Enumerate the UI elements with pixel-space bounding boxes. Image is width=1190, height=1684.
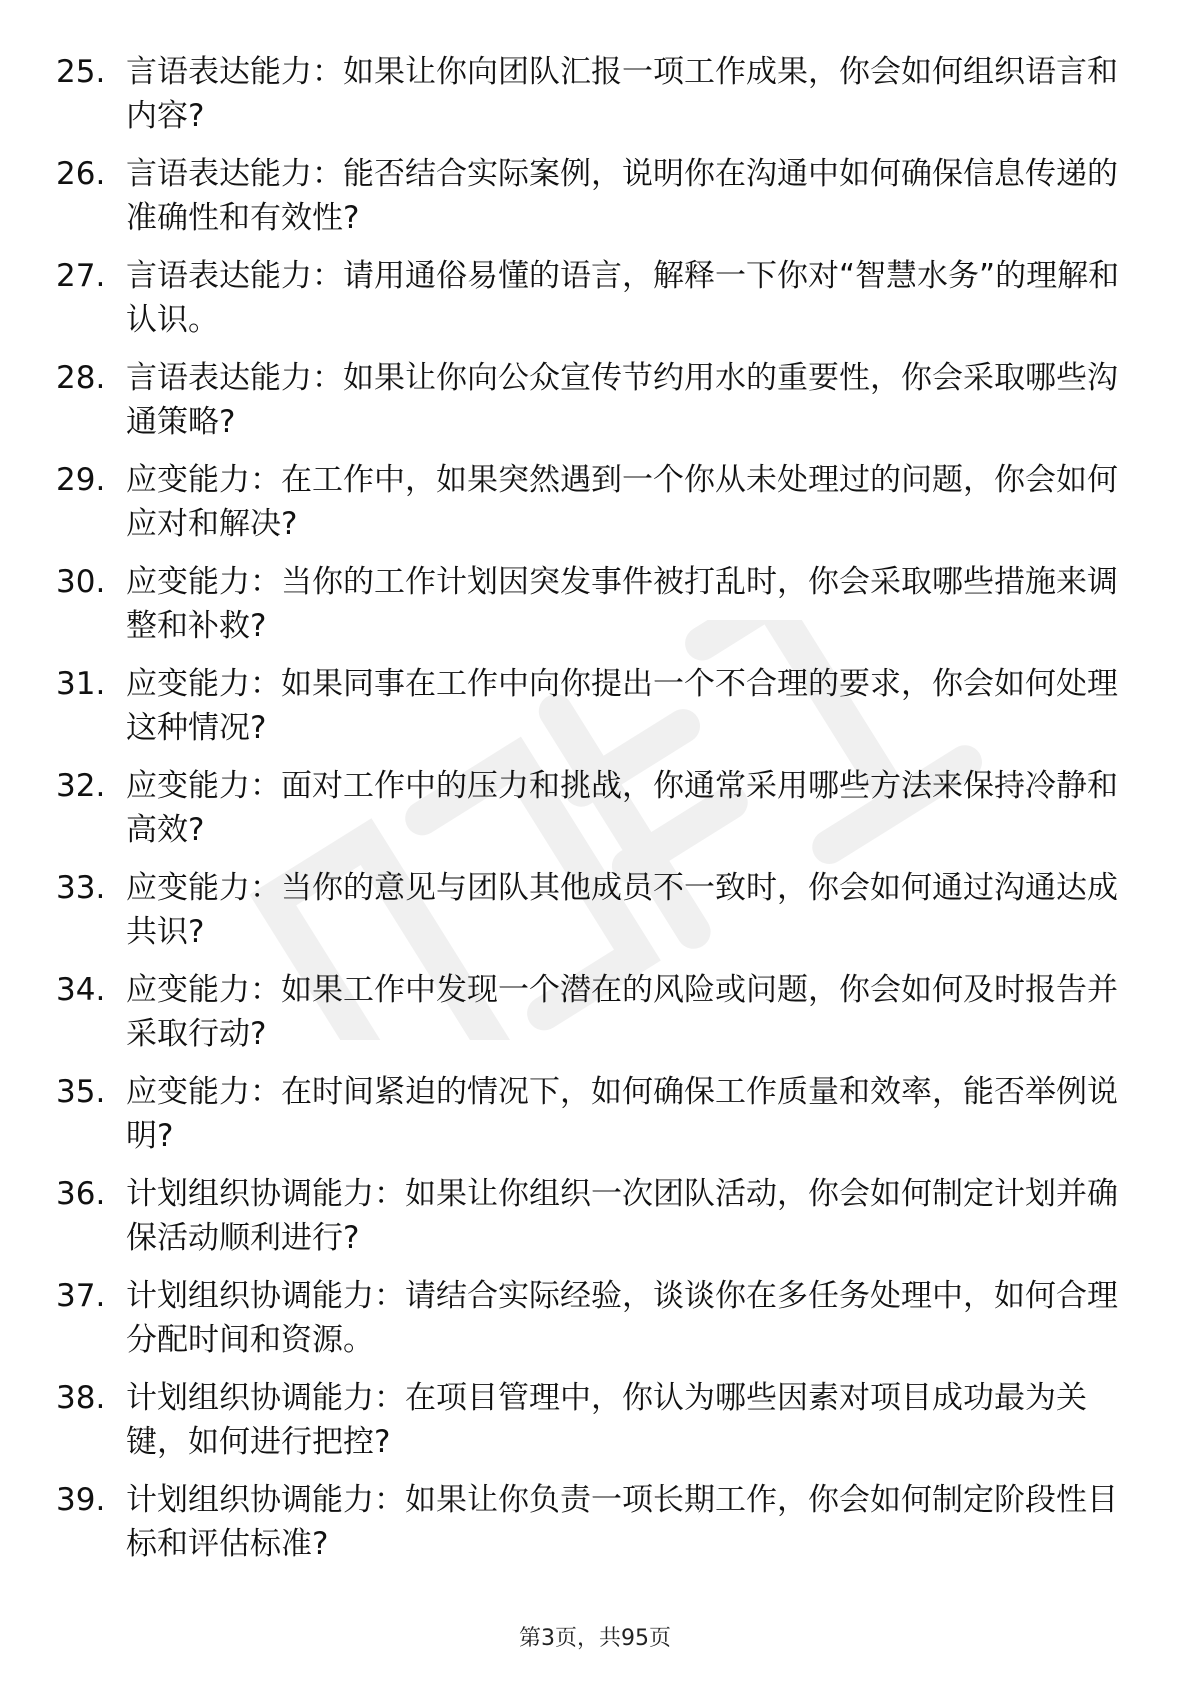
question-number: 25. [56,54,106,90]
question-item [56,356,1136,458]
question-text: 言语表达能力：如果让你向公众宣传节约用水的重要性，你会采取哪些沟通策略? [126,360,1118,440]
question-item [56,1274,1136,1376]
question-text: 应变能力：如果同事在工作中向你提出一个不合理的要求，你会如何处理这种情况? [126,666,1118,746]
question-number: 37. [56,1278,106,1314]
question-text: 应变能力：面对工作中的压力和挑战，你通常采用哪些方法来保持冷静和高效? [126,768,1118,848]
question-item [56,458,1136,560]
question-number: 36. [56,1176,106,1212]
question-number: 26. [56,156,106,192]
question-text: 应变能力：在工作中，如果突然遇到一个你从未处理过的问题，你会如何应对和解决? [126,462,1118,542]
question-item [56,1070,1136,1172]
question-text: 计划组织协调能力：如果让你组织一次团队活动，你会如何制定计划并确保活动顺利进行? [126,1176,1118,1256]
question-number: 33. [56,870,106,906]
question-text: 计划组织协调能力：请结合实际经验，谈谈你在多任务处理中，如何合理分配时间和资源。 [126,1278,1118,1358]
question-item [56,152,1136,254]
question-text: 应变能力：当你的工作计划因突发事件被打乱时，你会采取哪些措施来调整和补救? [126,564,1118,644]
question-number: 27. [56,258,106,294]
question-text: 应变能力：如果工作中发现一个潜在的风险或问题，你会如何及时报告并采取行动? [126,972,1118,1052]
question-text: 言语表达能力：能否结合实际案例，说明你在沟通中如何确保信息传递的准确性和有效性? [126,156,1118,236]
question-text: 言语表达能力：请用通俗易懂的语言，解释一下你对“智慧水务”的理解和认识。 [126,258,1120,338]
question-number: 35. [56,1074,106,1110]
question-number: 29. [56,462,106,498]
question-number: 34. [56,972,106,1008]
question-number: 39. [56,1482,106,1518]
question-item [56,1376,1136,1478]
question-number: 31. [56,666,106,702]
question-number: 30. [56,564,106,600]
question-list [56,50,1136,1580]
question-item [56,254,1136,356]
question-number: 28. [56,360,106,396]
question-item [56,866,1136,968]
question-item [56,968,1136,1070]
question-text: 计划组织协调能力：在项目管理中，你认为哪些因素对项目成功最为关键，如何进行把控? [126,1380,1087,1460]
question-item [56,662,1136,764]
question-number: 38. [56,1380,106,1416]
question-item [56,560,1136,662]
question-item [56,1172,1136,1274]
page-footer [0,1624,1190,1654]
question-item [56,764,1136,866]
question-text: 应变能力：在时间紧迫的情况下，如何确保工作质量和效率，能否举例说明? [126,1074,1118,1154]
question-text: 言语表达能力：如果让你向团队汇报一项工作成果，你会如何组织语言和内容? [126,54,1118,134]
question-text: 计划组织协调能力：如果让你负责一项长期工作，你会如何制定阶段性目标和评估标准? [126,1482,1118,1562]
question-number: 32. [56,768,106,804]
question-text: 应变能力：当你的意见与团队其他成员不一致时，你会如何通过沟通达成共识? [126,870,1118,950]
question-item [56,50,1136,152]
page-number-label: 第3页，共95页 [519,1626,671,1651]
question-item [56,1478,1136,1580]
